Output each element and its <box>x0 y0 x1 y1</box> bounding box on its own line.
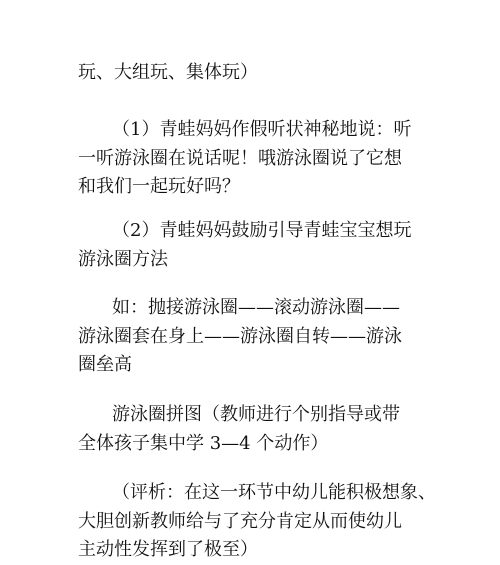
text-line: 大胆创新教师给与了充分肯定从而使幼儿 <box>78 511 402 532</box>
text-line: 一听游泳圈在说话呢！哦游泳圈说了它想 <box>78 148 402 169</box>
text-line: 和我们一起玩好吗？ <box>78 176 240 197</box>
text-line: （1）青蛙妈妈作假听状神秘地说：听 <box>112 119 412 140</box>
text-line: 游泳圈方法 <box>78 249 168 270</box>
text-line: 圈垒高 <box>78 354 132 375</box>
text-line: 全体孩子集中学 3—4 个动作） <box>78 433 329 454</box>
text-line: （2）青蛙妈妈鼓励引导青蛙宝宝想玩 <box>112 220 412 241</box>
text-line: 如：抛接游泳圈——滚动游泳圈—— <box>112 297 400 318</box>
text-line: 游泳圈拼图（教师进行个别指导或带 <box>112 404 400 425</box>
text-line: 主动性发挥到了极至） <box>78 539 258 560</box>
text-line: 玩、大组玩、集体玩） <box>78 62 258 83</box>
text-line: 游泳圈套在身上——游泳圈自转——游泳 <box>78 326 402 347</box>
text-line: （评析：在这一环节中幼儿能积极想象、 <box>112 482 436 503</box>
